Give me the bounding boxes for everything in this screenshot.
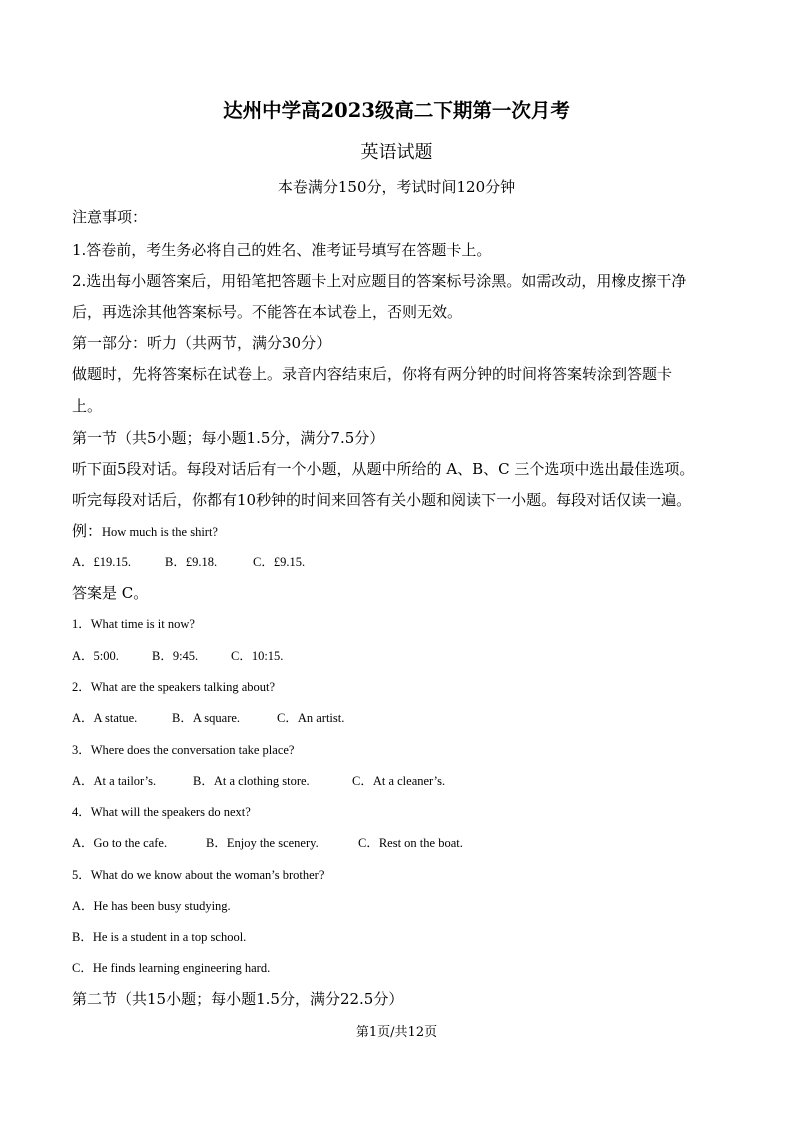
question-1-option-a: A．5:00. <box>72 649 119 663</box>
part1-title: 第一部分：听力（共两节，满分30分） <box>72 334 332 352</box>
question-4-options <box>72 833 463 853</box>
question-3-option-a: A．At a tailor’s. <box>72 774 157 788</box>
section1-instruction-line-1: 听下面5段对话。每段对话后有一个小题，从题中所给的 A、B、C 三个选项中选出最佳选项。 <box>72 460 695 478</box>
question-3-stem: 3．Where does the conversation take place? <box>72 743 295 757</box>
example-option-c: C．£9.15. <box>253 555 306 569</box>
question-5-option-c: C．He finds learning engineering hard. <box>72 961 271 975</box>
exam-info: 本卷满分150分，考试时间120分钟 <box>277 178 516 196</box>
example-question <box>72 521 218 542</box>
question-5-option-a: A．He has been busy studying. <box>72 899 231 913</box>
example-options <box>72 552 305 572</box>
question-4-stem: 4．What will the speakers do next? <box>72 805 251 819</box>
section1-title: 第一节（共5小题；每小题1.5分，满分7.5分） <box>72 429 385 447</box>
question-3-option-c: C．At a cleaner’s. <box>352 774 446 788</box>
question-3-options <box>72 771 445 791</box>
question-4-option-c: C．Rest on the boat. <box>358 836 463 850</box>
part1-instruction-line-2: 上。 <box>72 397 103 415</box>
question-1-option-b: B．9:45. <box>152 649 199 663</box>
question-5-option-b: B．He is a student in a top school. <box>72 930 247 944</box>
exam-subject: 英语试题 <box>360 142 433 163</box>
question-2-option-b: B．A square. <box>172 711 241 725</box>
notice-heading: 注意事项： <box>72 208 148 226</box>
question-2-option-a: A．A statue. <box>72 711 138 725</box>
notice-item-1: 1.答卷前，考生务必将自己的姓名、准考证号填写在答题卡上。 <box>72 241 492 259</box>
example-option-b: B．£9.18. <box>165 555 218 569</box>
example-answer: 答案是 C。 <box>72 584 149 602</box>
question-2-option-c: C．An artist. <box>277 711 345 725</box>
question-4-option-a: A．Go to the cafe. <box>72 836 168 850</box>
question-4-option-b: B．Enjoy the scenery. <box>206 836 319 850</box>
question-2-options <box>72 708 344 728</box>
example-prefix: 例： <box>72 522 103 540</box>
notice-item-2-line-1: 2.选出每小题答案后，用铅笔把答题卡上对应题目的答案标号涂黑。如需改动，用橡皮擦干净 <box>72 272 687 290</box>
page-footer: 第1页/共12页 <box>355 1025 438 1040</box>
question-5-stem: 5．What do we know about the woman’s brother? <box>72 868 325 882</box>
example-stem: How much is the shirt? <box>102 525 218 539</box>
part1-instruction-line-1: 做题时，先将答案标在试卷上。录音内容结束后，你将有两分钟的时间将答案转涂到答题卡 <box>72 365 673 383</box>
example-option-a: A．£19.15. <box>72 555 132 569</box>
question-1-options <box>72 646 283 666</box>
question-2-stem: 2．What are the speakers talking about? <box>72 680 276 694</box>
question-3-option-b: B．At a clothing store. <box>193 774 310 788</box>
section1-instruction-line-2: 听完每段对话后，你都有10秒钟的时间来回答有关小题和阅读下一小题。每段对话仅读一遍。 <box>72 491 692 509</box>
notice-item-2-line-2: 后，再选涂其他答案标号。不能答在本试卷上，否则无效。 <box>72 303 463 321</box>
question-1-stem: 1．What time is it now? <box>72 617 195 631</box>
question-1-option-c: C．10:15. <box>231 649 284 663</box>
section2-title: 第二节（共15小题；每小题1.5分，满分22.5分） <box>72 990 404 1008</box>
exam-title: 达州中学高2023级高二下期第一次月考 <box>223 99 570 122</box>
